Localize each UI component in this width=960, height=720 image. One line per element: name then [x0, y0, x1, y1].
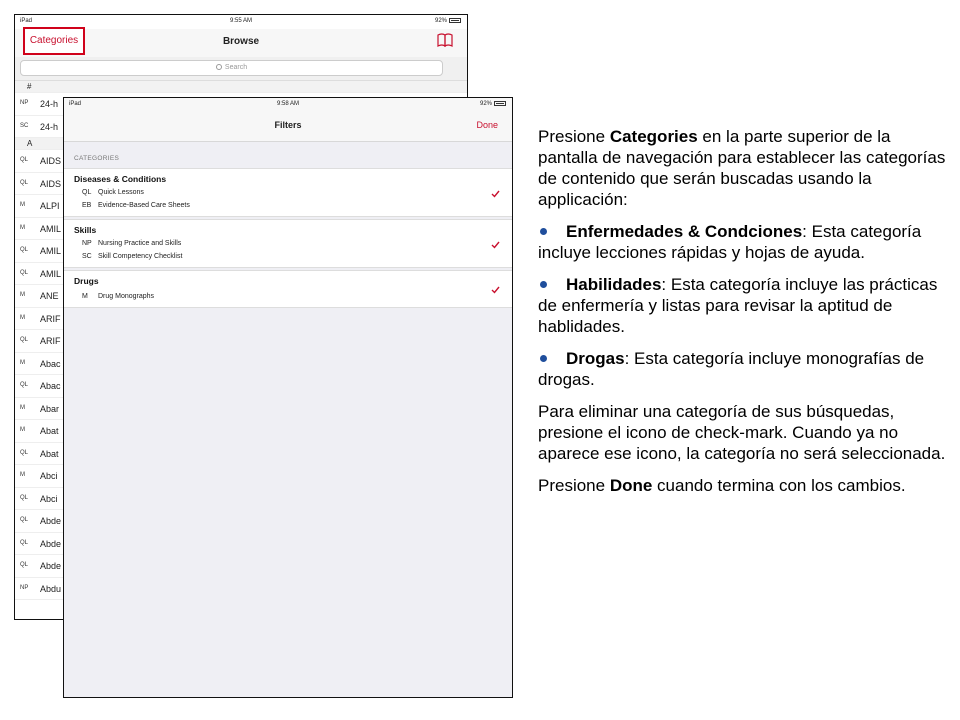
list-item-title: 24-h [40, 99, 59, 109]
intro-bold: Categories [609, 127, 698, 146]
content-type-tag: M [20, 314, 25, 321]
bullet-icon [540, 228, 547, 235]
content-type-tag: NP [20, 584, 29, 591]
filter-item-abbr: NP [82, 240, 92, 247]
list-item-title: ARIF [40, 336, 61, 346]
content-type-tag: M [20, 472, 25, 478]
filter-group-title: Drugs [74, 276, 99, 286]
list-item-title: Abdu [40, 583, 62, 594]
filters-nav-bar [64, 112, 512, 142]
list-item-title: AMIL [40, 246, 62, 256]
filter-item-label: Evidence-Based Care Sheets [98, 202, 190, 209]
filter-item [82, 253, 182, 260]
remove-paragraph: Para eliminar una categoría de sus búsquedas, presione el icono de check-mark. Cuando ya no aparece ese icono, la categoría no será seleccionada. [538, 402, 946, 463]
filter-group-diseases [64, 168, 512, 217]
list-item-title: AMIL [40, 268, 62, 279]
list-item-title: ALPI [40, 201, 60, 211]
list-item-title: AIDS [40, 156, 62, 166]
list-item-title: Abac [40, 358, 61, 369]
content-type-tag: QL [20, 337, 29, 343]
intro-text-rest: en la parte superior de la pantalla de navegación para establecer las categorías de contenido que serán buscadas usando la applicación: [538, 127, 946, 209]
bullet-text: : Esta categoría incluye lecciones rápidas y hojas de ayuda. [538, 222, 922, 262]
bullet-skills [538, 274, 948, 337]
filter-group-title: Diseases & Conditions [74, 174, 167, 184]
content-type-tag: M [20, 224, 25, 231]
filters-screenshot [63, 97, 513, 698]
list-item-title: Abde [40, 538, 62, 549]
battery-indicator [480, 101, 506, 107]
checkmark-icon[interactable] [491, 190, 500, 198]
filter-item-abbr: SC [82, 253, 92, 260]
filter-item [82, 240, 181, 247]
content-type-tag: M [20, 427, 25, 433]
done-button[interactable]: Done [476, 120, 498, 130]
list-item-title: Abde [40, 561, 62, 571]
filter-item [82, 202, 190, 209]
content-type-tag: M [20, 359, 25, 366]
bullet-icon [540, 281, 547, 288]
search-icon [216, 64, 222, 70]
list-item-title: 24-h [40, 121, 59, 132]
list-item-title: Abci [40, 493, 58, 504]
done-bold: Done [609, 476, 653, 495]
checkmark-icon[interactable] [491, 286, 500, 294]
content-type-tag: QL [20, 517, 29, 523]
list-item-title: ANE [40, 291, 59, 301]
content-type-tag: QL [20, 157, 29, 163]
filters-title: Filters [274, 120, 302, 130]
battery-icon [494, 101, 506, 106]
book-icon[interactable] [437, 33, 453, 47]
content-type-tag: QL [20, 269, 29, 276]
battery-percent: 92% [434, 18, 447, 25]
bullet-text: : Esta categoría incluye monografías de drogas. [538, 349, 925, 389]
list-item-title: Abat [40, 448, 59, 459]
intro-paragraph [538, 126, 948, 210]
intro-text: Presione [538, 127, 610, 146]
battery-indicator [435, 18, 461, 24]
content-type-tag: QL [20, 179, 29, 186]
content-type-tag: QL [20, 382, 29, 388]
categories-section-label: CATEGORIES [74, 155, 120, 162]
content-type-tag: QL [20, 449, 29, 456]
list-item-title: AIDS [40, 178, 62, 189]
filter-item-abbr: QL [82, 189, 92, 196]
done-text: Presione [538, 476, 610, 495]
section-header [15, 81, 467, 93]
filter-item-label: Quick Lessons [98, 189, 144, 196]
explanation-text [538, 126, 948, 507]
content-type-tag: M [20, 202, 25, 208]
filter-item-abbr: EB [82, 202, 92, 209]
content-type-tag: SC [20, 122, 29, 129]
section-header-label: A [27, 139, 33, 148]
search-bar [15, 57, 467, 81]
filter-group-skills [64, 219, 512, 268]
filters-status-bar [64, 98, 512, 112]
content-type-tag: QL [20, 494, 29, 501]
battery-icon [449, 18, 461, 23]
bullet-icon [540, 355, 547, 362]
bullet-bold: Enfermedades & Condciones [566, 222, 803, 241]
content-type-tag: QL [20, 247, 29, 253]
bullet-drugs [538, 348, 948, 390]
search-input[interactable] [20, 60, 443, 76]
status-time: 9:55 AM [229, 18, 252, 24]
checkmark-icon[interactable] [491, 241, 500, 249]
browse-title: Browse [222, 36, 260, 47]
search-placeholder: Search [224, 64, 248, 71]
filter-item [82, 293, 154, 300]
bullet-bold: Habilidades [566, 275, 662, 294]
list-item-title: AMIL [40, 223, 62, 234]
list-item-title: Abde [40, 516, 62, 526]
battery-percent: 92% [479, 101, 492, 108]
list-item-title: Abat [40, 426, 59, 436]
list-item-title: Abac [40, 381, 61, 391]
list-item-title: Abci [40, 471, 58, 481]
content-type-tag: M [20, 404, 25, 411]
bullet-text: : Esta categoría incluye las prácticas de enfermería y listas para revisar la aptitud de hablidades. [538, 275, 938, 336]
bullet-bold: Drogas [566, 349, 625, 368]
list-item-title: Abar [40, 403, 60, 414]
section-header-label: # [27, 82, 32, 91]
done-paragraph [538, 475, 948, 496]
filter-item-label: Drug Monographs [98, 293, 155, 300]
bullet-diseases [538, 221, 948, 263]
filter-group-title: Skills [74, 225, 97, 235]
categories-button[interactable]: Categories [23, 27, 85, 55]
device-label: iPad [69, 101, 82, 107]
status-time: 9:58 AM [276, 101, 299, 107]
content-type-tag: QL [20, 539, 29, 546]
filter-item-abbr: M [82, 293, 88, 300]
done-text-rest: cuando termina con los cambios. [652, 476, 906, 495]
content-type-tag: QL [20, 562, 29, 568]
filter-item [82, 189, 144, 196]
list-item-title: ARIF [40, 313, 61, 324]
content-type-tag: M [20, 292, 25, 298]
device-label: iPad [20, 18, 33, 24]
filter-group-drugs [64, 270, 512, 308]
filter-item-label: Skill Competency Checklist [98, 253, 183, 260]
filter-item-label: Nursing Practice and Skills [98, 240, 182, 247]
content-type-tag: NP [20, 100, 29, 106]
